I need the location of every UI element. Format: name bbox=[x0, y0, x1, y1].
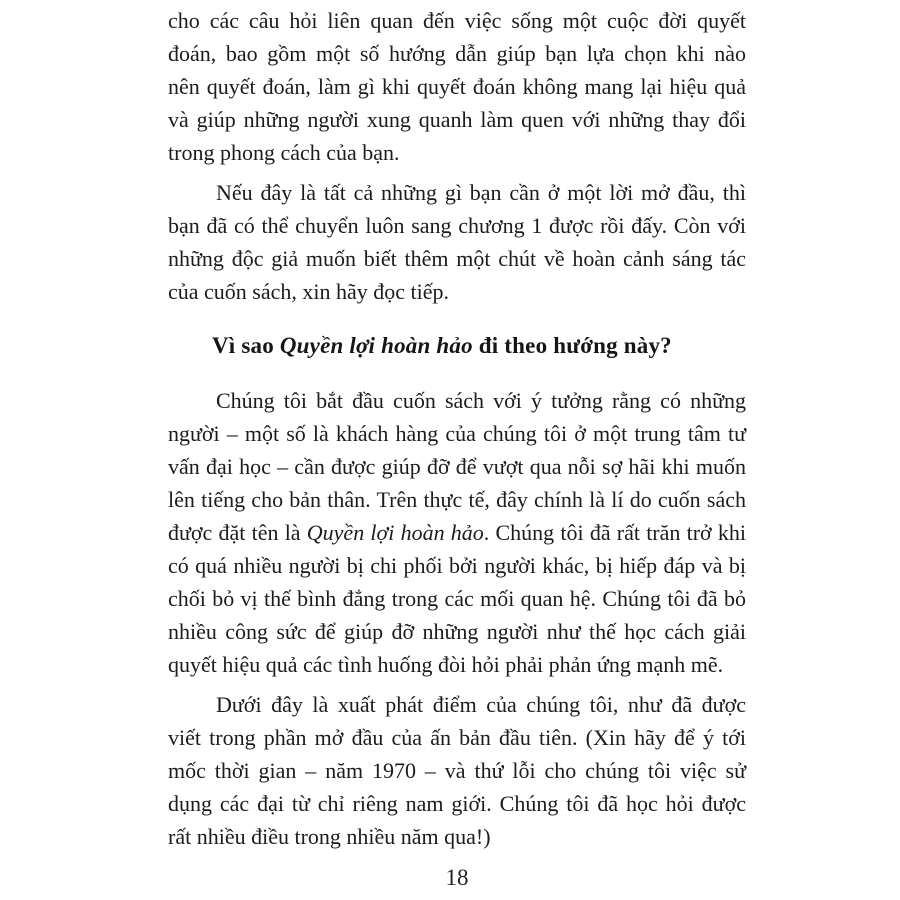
text-segment: dụng các đại từ chỉ riêng nam giới. Chúng tôi đã học hỏi được bbox=[168, 791, 746, 816]
text-segment: những độc giả muốn biết thêm một chút về hoàn cảnh sáng tác bbox=[168, 246, 746, 271]
text-segment: vấn đại học – cần được giúp đỡ để vượt qua nỗi sợ hãi khi muốn bbox=[168, 454, 746, 479]
text-segment: được đặt tên là bbox=[168, 520, 307, 545]
text-line bbox=[168, 103, 746, 136]
text-segment: . Chúng tôi đã rất trăn trở khi bbox=[483, 520, 746, 545]
text-segment: Chúng tôi bắt đầu cuốn sách với ý tưởng rằng có những bbox=[216, 388, 746, 413]
text-segment: có quá nhiều người bị chi phối bởi người khác, bị hiếp đáp và bị bbox=[168, 553, 746, 578]
book-title-italic: Quyền lợi hoàn hảo bbox=[279, 333, 473, 358]
text-line bbox=[168, 721, 746, 754]
text-segment: chối bỏ vị thế bình đẳng trong các mối quan hệ. Chúng tôi đã bỏ bbox=[168, 586, 746, 611]
text-line bbox=[168, 754, 746, 787]
text-line bbox=[168, 582, 746, 615]
text-line bbox=[168, 176, 746, 209]
text-segment: Vì sao bbox=[212, 333, 280, 358]
section-heading bbox=[212, 326, 746, 366]
paragraph bbox=[168, 384, 746, 681]
text-line bbox=[168, 688, 746, 721]
text-segment: cho các câu hỏi liên quan đến việc sống một cuộc đời quyết bbox=[168, 8, 746, 33]
text-line bbox=[168, 820, 746, 853]
text-segment: và giúp những người xung quanh làm quen với những thay đổi bbox=[168, 107, 746, 132]
text-line bbox=[168, 787, 746, 820]
text-segment: nên quyết đoán, làm gì khi quyết đoán không mang lại hiệu quả bbox=[168, 74, 746, 99]
text-segment: rất nhiều điều trong nhiều năm qua!) bbox=[168, 824, 491, 849]
text-segment: mốc thời gian – năm 1970 – và thứ lỗi cho chúng tôi việc sử bbox=[168, 758, 746, 783]
text-line bbox=[168, 136, 746, 169]
text-line bbox=[168, 37, 746, 70]
text-segment: đoán, bao gồm một số hướng dẫn giúp bạn lựa chọn khi nào bbox=[168, 41, 746, 66]
text-segment: Nếu đây là tất cả những gì bạn cần ở một lời mở đầu, thì bbox=[216, 180, 746, 205]
text-line bbox=[168, 648, 746, 681]
paragraph bbox=[168, 176, 746, 308]
text-line bbox=[168, 209, 746, 242]
text-line bbox=[168, 516, 746, 549]
text-line bbox=[168, 615, 746, 648]
text-segment: của cuốn sách, xin hãy đọc tiếp. bbox=[168, 279, 450, 304]
text-segment: đi theo hướng này? bbox=[472, 333, 672, 358]
text-segment: trong phong cách của bạn. bbox=[168, 140, 400, 165]
text-segment: quyết hiệu quả các tình huống đòi hỏi phải phản ứng mạnh mẽ. bbox=[168, 652, 724, 677]
text-segment: bạn đã có thể chuyển luôn sang chương 1 được rồi đấy. Còn với bbox=[168, 213, 746, 238]
paragraph bbox=[168, 4, 746, 169]
text-line bbox=[168, 483, 746, 516]
text-line bbox=[168, 4, 746, 37]
text-segment: nhiều công sức để giúp đỡ những người như thế học cách giải bbox=[168, 619, 746, 644]
text-column bbox=[168, 0, 746, 853]
paragraph bbox=[168, 688, 746, 853]
text-line bbox=[168, 70, 746, 103]
text-line bbox=[168, 275, 746, 308]
text-segment: lên tiếng cho bản thân. Trên thực tế, đây chính là lí do cuốn sách bbox=[168, 487, 746, 512]
page-number: 18 bbox=[445, 865, 469, 890]
book-title-italic: Quyền lợi hoàn hảo bbox=[306, 520, 484, 545]
text-line bbox=[168, 242, 746, 275]
text-line bbox=[168, 549, 746, 582]
text-segment: người – một số là khách hàng của chúng tôi ở một trung tâm tư bbox=[168, 421, 746, 446]
text-segment: Dưới đây là xuất phát điểm của chúng tôi, như đã được bbox=[216, 692, 746, 717]
text-segment: viết trong phần mở đầu của ấn bản đầu tiên. (Xin hãy để ý tới bbox=[168, 725, 746, 750]
text-line bbox=[168, 384, 746, 417]
text-line bbox=[168, 450, 746, 483]
text-line bbox=[168, 417, 746, 450]
